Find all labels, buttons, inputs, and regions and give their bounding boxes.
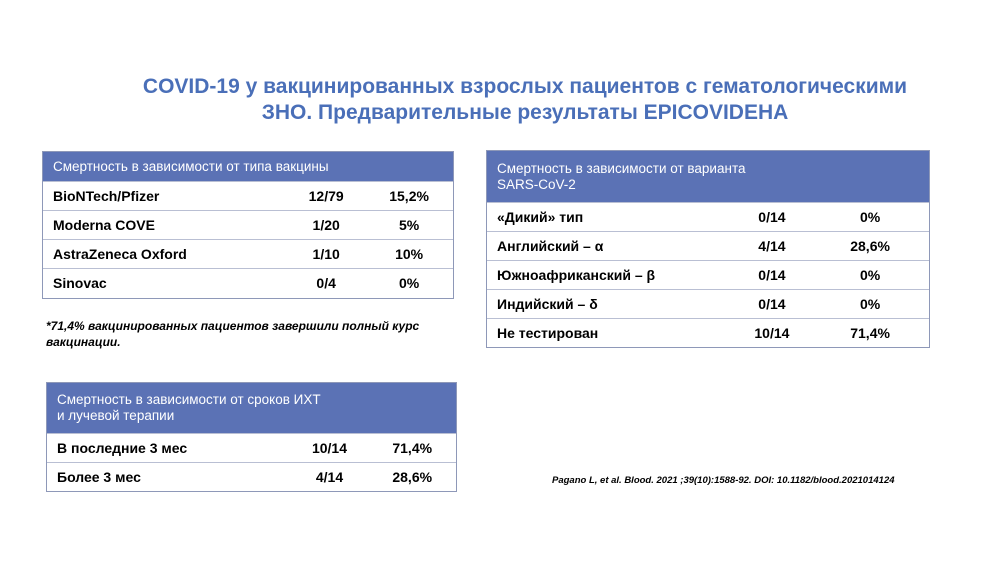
variant-table-header xyxy=(487,151,929,202)
row-name: Английский – α xyxy=(497,238,604,254)
row-count: 0/14 xyxy=(758,296,786,312)
row-count: 12/79 xyxy=(308,188,344,204)
row-count: 0/4 xyxy=(316,275,336,291)
vaccination-footnote: *71,4% вакцинированных пациентов завершили полный курс вакцинации. xyxy=(46,319,420,349)
vaccine-mortality-table xyxy=(42,151,454,299)
timing-mortality-table xyxy=(46,382,457,492)
title-line-1: COVID-19 у вакцинированных взрослых пациентов с гематологическими xyxy=(142,75,908,98)
row-name: AstraZeneca Oxford xyxy=(53,246,187,262)
row-name: BioNTech/Pfizer xyxy=(53,188,160,204)
timing-header-line-1: Смертность в зависимости от сроков ИХТ xyxy=(57,392,321,407)
table-row xyxy=(43,181,453,210)
row-percent: 0% xyxy=(859,296,881,312)
row-percent: 15,2% xyxy=(389,188,429,204)
row-percent: 71,4% xyxy=(392,440,433,456)
variant-header-line-1: Смертность в зависимости от варианта xyxy=(497,160,746,176)
row-count: 4/14 xyxy=(315,469,344,485)
title-line-2: ЗНО. Предварительные результаты EPICOVIDEHA xyxy=(261,101,789,124)
slide-title xyxy=(60,74,981,126)
timing-table-header xyxy=(47,383,456,433)
row-name: Южноафриканский – β xyxy=(497,267,656,283)
citation-reference: Pagano L, et al. Blood. 2021 ;39(10):1588-92. DOI: 10.1182/blood.2021014124 xyxy=(552,475,895,486)
row-percent: 28,6% xyxy=(850,238,890,254)
row-percent: 10% xyxy=(395,246,424,262)
row-name: «Дикий» тип xyxy=(497,209,584,225)
table-row xyxy=(47,462,456,491)
row-name: Более 3 мес xyxy=(57,469,141,485)
row-count: 10/14 xyxy=(311,440,348,456)
row-percent: 0% xyxy=(398,275,420,291)
table-row xyxy=(43,239,453,268)
row-count: 0/14 xyxy=(758,209,786,225)
row-name: Индийский – δ xyxy=(497,296,598,312)
row-count: 1/20 xyxy=(312,217,340,233)
row-name: Moderna COVE xyxy=(53,217,155,233)
table-row xyxy=(487,202,929,231)
table-row xyxy=(43,210,453,239)
table-row xyxy=(487,231,929,260)
table-row xyxy=(487,318,929,347)
row-count: 0/14 xyxy=(758,267,786,283)
row-count: 10/14 xyxy=(754,325,790,341)
vaccine-table-header: Смертность в зависимости от типа вакцины xyxy=(43,152,453,181)
row-percent: 5% xyxy=(398,217,420,233)
table-row xyxy=(487,260,929,289)
row-percent: 71,4% xyxy=(850,325,890,341)
row-name: В последние 3 мес xyxy=(57,440,188,456)
row-percent: 0% xyxy=(859,209,881,225)
variant-header-line-2: SARS-CoV-2 xyxy=(497,176,576,192)
row-percent: 0% xyxy=(859,267,881,283)
table-row xyxy=(47,433,456,462)
row-count: 1/10 xyxy=(312,246,340,262)
row-percent: 28,6% xyxy=(392,469,433,485)
timing-header-line-2: и лучевой терапии xyxy=(57,408,175,423)
row-count: 4/14 xyxy=(758,238,786,254)
table-row xyxy=(487,289,929,318)
row-name: Не тестирован xyxy=(497,325,599,341)
row-name: Sinovac xyxy=(53,275,107,291)
variant-mortality-table xyxy=(486,150,930,348)
table-row xyxy=(43,268,453,297)
